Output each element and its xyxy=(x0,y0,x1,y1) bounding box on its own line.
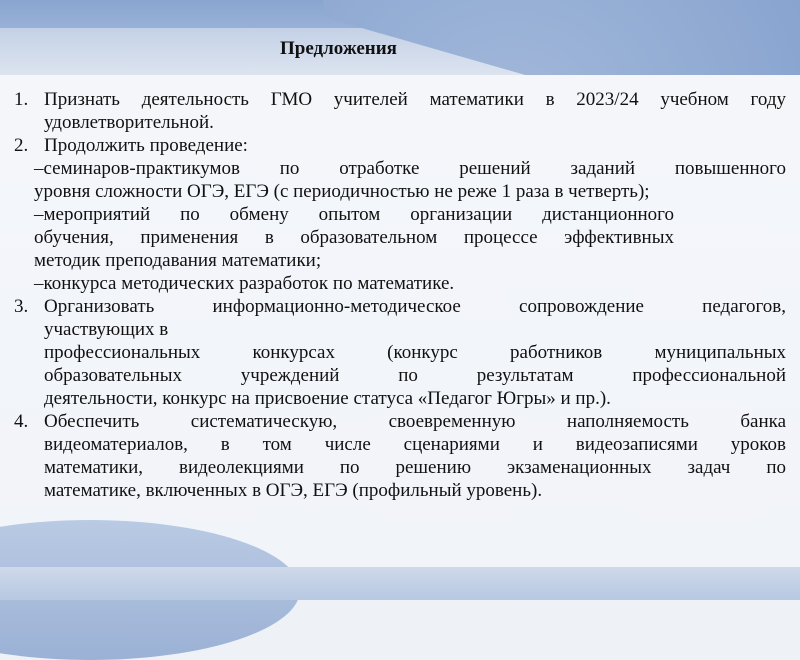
subitem-text-line: обучения, применения в образовательном процессе эффективных xyxy=(34,227,674,248)
slide-title: Предложения xyxy=(280,38,397,59)
item-number: 1. xyxy=(14,89,29,110)
item-text-line: Обеспечить систематическую, своевременную наполняемость банка xyxy=(44,411,786,432)
item-text-line: участвующих в xyxy=(44,319,169,340)
item-text-line: удовлетворительной. xyxy=(44,112,214,133)
item-text-line: Признать деятельность ГМО учителей математики в 2023/24 учебном году xyxy=(44,89,786,110)
subitem-text-line: –семинаров-практикумов по отработке решений заданий повышенного xyxy=(34,158,786,179)
item-text-line: математике, включенных в ОГЭ, ЕГЭ (профильный уровень). xyxy=(44,480,543,501)
item-text-line: Продолжить проведение: xyxy=(44,135,248,156)
item-text-line: профессиональных конкурсах (конкурс работников муниципальных xyxy=(44,342,786,363)
subitem-events xyxy=(14,203,674,272)
item-text-line: видеоматериалов, в том числе сценариями и видеозаписями уроков xyxy=(44,434,786,455)
item-text-line: математики, видеолекциями по решению экзаменационных задач по xyxy=(44,457,786,478)
item-number: 4. xyxy=(14,411,29,432)
item-number: 3. xyxy=(14,296,29,317)
subitem-text-line: уровня сложности ОГЭ, ЕГЭ (с периодичностью не реже 1 раза в четверть); xyxy=(34,181,650,202)
item-text-line: деятельности, конкурс на присвоение статуса «Педагог Югры» и пр.). xyxy=(44,388,611,409)
proposals-list xyxy=(14,88,786,502)
subitem-text-line: методик преподавания математики; xyxy=(34,250,322,271)
item-text-line: образовательных учреждений по результатам профессиональной xyxy=(44,365,786,386)
subitem-text-line: –мероприятий по обмену опытом организации дистанционного xyxy=(34,204,674,225)
subitem-seminars xyxy=(14,157,786,203)
list-item-1 xyxy=(14,88,786,134)
list-item-3 xyxy=(14,295,786,410)
list-item-4 xyxy=(14,410,786,502)
item-text-line: Организовать информационно-методическое сопровождение педагогов, xyxy=(44,296,786,317)
subitem-contest xyxy=(14,272,786,295)
item-number: 2. xyxy=(14,135,29,156)
footer-band xyxy=(0,567,800,600)
list-item-2 xyxy=(14,134,786,157)
subitem-text-line: –конкурса методических разработок по математике. xyxy=(34,273,455,294)
